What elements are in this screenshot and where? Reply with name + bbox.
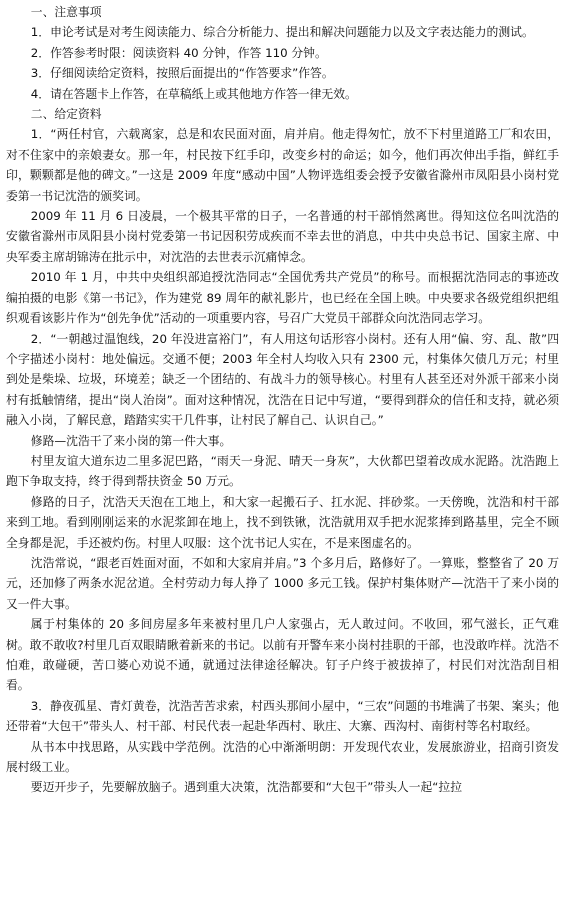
section-heading-materials: 二、给定资料 — [30, 107, 102, 122]
material-paragraph-12: 要迈开步子，先要解放脑子。遇到重大决策，沈浩都要和“大包干”带头人一起“拉拉 — [30, 780, 462, 795]
material-paragraph-11: 从书本中找思路，从实践中学范例。沈浩的心中渐渐明朗：开发现代农业，发展旅游业，招商引资发展村级工业。 — [6, 739, 559, 775]
material-paragraph-2: 2009 年 11 月 6 日凌晨，一个极其平常的日子，一名普通的村干部悄然离世。得知这位名叫沈浩的安徽省滁州市凤阳县小岗村党委第一书记因积劳成疾而不幸去世的消息，中共中央总书记、国家主席、中央军委主席胡锦涛在批示中，对沈浩的去世表示沉痛悼念。 — [6, 209, 559, 264]
material-paragraph-5: 修路—沈浩干了来小岗的第一件大事。 — [30, 433, 232, 448]
note-item-1: 1．申论考试是对考生阅读能力、综合分析能力、提出和解决问题能力以及文字表达能力的测试。 — [30, 25, 534, 40]
section-heading-notes: 一、注意事项 — [30, 5, 102, 19]
material-paragraph-3: 2010 年 1 月，中共中央组织部追授沈浩同志“全国优秀共产党员”的称号。而根据沈浩同志的事迹改编拍摄的电影《第一书记》，作为建党 89 周年的献礼影片，也已经在全国上映。中央要求各级党组织把组织观看该影片作为“创先争优”活动的一项重要内容，号召广大党员干部群众向沈浩同志学习。 — [6, 270, 559, 326]
material-paragraph-1: 1．“两任村官，六载离家，总是和农民面对面，肩并肩。他走得匆忙，放不下村里道路工厂和农田，对不住家中的亲娘妻女。那一年，村民按下红手印，改变乡村的命运；如今，他们再次伸出手指，鲜红手印，颗颗都是他的碑文。”一这是 2009 年度“感动中国”人物评选组委会授予安徽省滁州市凤阳县小岗村党委第一书记沈浩的颁奖词。 — [6, 127, 559, 203]
material-paragraph-6: 村里友谊大道东边二里多泥巴路，“雨天一身泥、晴天一身灰”，大伙都巴望着改成水泥路。沈浩跑上跑下争取支持，终于得到帮扶资金 50 万元。 — [6, 453, 559, 489]
material-paragraph-8: 沈浩常说，“跟老百姓面对面，不如和大家肩并肩。”3 个多月后，路修好了。一算账，整整省了 20 万元，还加修了两条水泥岔道。全村劳动力每人挣了 1000 多元工钱。保护村集体财产—沈浩干了来小岗的又一件大事。 — [6, 555, 559, 611]
material-paragraph-4: 2．“一朝越过温饱线，20 年没进富裕门”，有人用这句话形容小岗村。还有人用“偏、穷、乱、散”四个字描述小岗村：地处偏远。交通不便；2003 年全村人均收入只有 2300 元，村集体欠债几万元；村里到处是柴垛、垃圾，环境差；缺乏一个团结的、有战斗力的领导核心。村里有人甚至还对外派干部来小岗村有抵触情绪，提出“岗人治岗”。面对这种情况，沈浩在日记中写道，“要得到群众的信任和支持，就必须融入小岗，了解民意，踏踏实实干几件事，让村民了解自己、认识自己。” — [6, 331, 559, 428]
note-item-2: 2．作答参考时限：阅读资料 40 分钟，作答 110 分钟。 — [30, 45, 327, 60]
material-paragraph-10: 3．静夜孤星、青灯黄卷，沈浩苦苦求索，村西头那间小屋中，“三农”问题的书堆满了书架、案头；他还带着“大包干”带头人、村干部、村民代表一起赴华西村、耿庄、大寨、西沟村、南街村等名村取经。 — [6, 698, 559, 734]
material-paragraph-9: 属于村集体的 20 多间房屋多年来被村里几户人家强占，无人敢过问。不收回，邪气滋长，正气难树。敢不敢收?村里几百双眼睛瞅着新来的书记。以前有开警车来小岗村挂职的干部，也没敢咋样。沈浩不怕难，敢碰硬，苦口婆心劝说不通，就通过法律途径解决。钉子户终于被拔掉了，村民们对沈浩刮目相看。 — [6, 617, 559, 693]
note-item-3: 3．仔细阅读给定资料，按照后面提出的“作答要求”作答。 — [30, 66, 334, 81]
material-paragraph-7: 修路的日子，沈浩天天泡在工地上，和大家一起搬石子、扛水泥、拌砂浆。一天傍晚，沈浩和村干部来到工地。看到刚刚运来的水泥浆卸在地上，找不到铁锹，沈浩就用双手把水泥浆捧到路基里，完全不顾全身都是泥，手还被灼伤。村里人叹服：这个沈书记人实在，不是来图虚名的。 — [6, 494, 559, 550]
note-item-4: 4．请在答题卡上作答，在草稿纸上或其他地方作答一律无效。 — [30, 86, 357, 101]
